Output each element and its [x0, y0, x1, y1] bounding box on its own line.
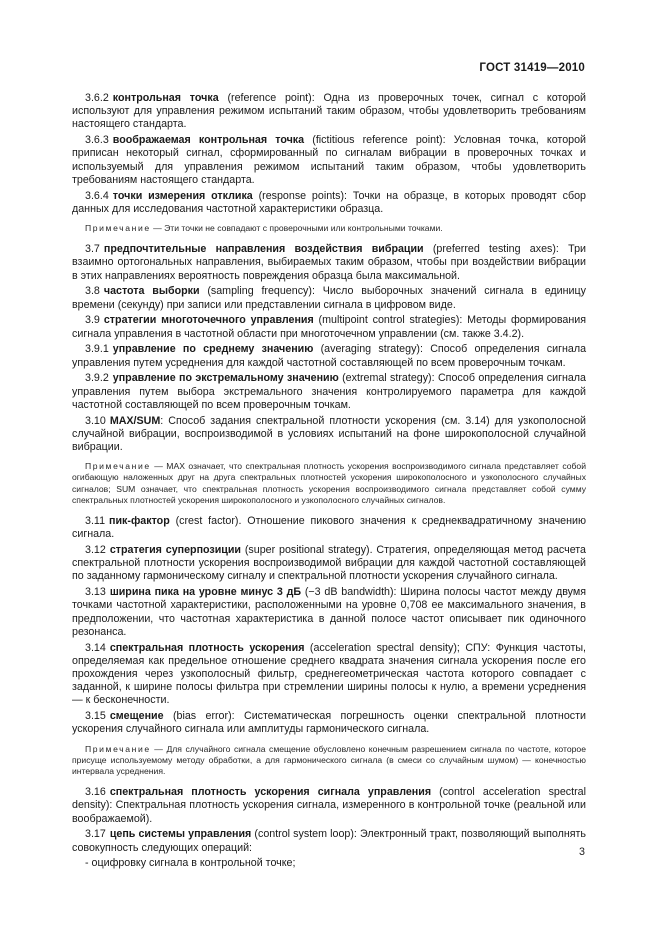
defined-term: MAX/SUM: [109, 414, 161, 427]
note-paragraph: [72, 461, 586, 506]
defined-term: стратегия суперпозиции: [109, 544, 242, 557]
clause-number: 3.9: [85, 314, 100, 327]
note-paragraph: [72, 223, 586, 234]
clause-number: 3.8: [85, 285, 100, 298]
defined-term: точки измерения отклика: [112, 189, 253, 202]
note-label: Примечание: [85, 223, 151, 234]
definition-text: (extremal strategy): Способ определения сигнала управления путем выбора экстремального значения контролируемого параметра для каждой частотной составляющей по всем проверочным точкам.: [72, 372, 586, 411]
definition-text: (sampling frequency): Число выборочных значений сигнала в единицу времени (секунду) при записи или представлении сигнала в цифровом виде.: [72, 285, 586, 311]
defined-term: управление по экстремальному значению: [112, 372, 339, 385]
note-label: Примечание: [85, 461, 151, 472]
defined-term: спектральная плотность ускорения сигнала управления: [109, 786, 432, 799]
page-number: 3: [579, 846, 585, 858]
definition-text: (multipoint control strategies): Методы формирования сигнала управления в частотной области при многоточечном управлении (см. также 3.4.2).: [72, 314, 586, 340]
definition-paragraph: [72, 786, 586, 826]
clause-number: 3.17: [85, 828, 106, 841]
clause-number: 3.15: [85, 710, 106, 723]
definition-text: (fictitious reference point): Условная точка, которой приписан некоторый сигнал, сформированный по сигналам вибрации в проверочных точках и используемый для управления режимом испытаний таким образом, чтобы удовлетворить требованиям настоящего стандарта.: [72, 134, 586, 186]
defined-term: контрольная точка: [112, 92, 219, 104]
defined-term: стратегии многоточечного управления: [103, 314, 314, 327]
definition-paragraph: [72, 372, 586, 412]
clause-number: 3.6.4: [85, 189, 109, 202]
defined-term: управление по среднему значению: [112, 343, 314, 356]
definition-paragraph: [72, 710, 586, 736]
definition-text: (reference point): Одна из проверочных точек, сигнал с которой используют для управления режимом испытаний таким образом, чтобы удовлетворить требованиям настоящего стандарта.: [72, 92, 586, 131]
definition-text: (crest factor). Отношение пикового значения к среднеквадратичному значению сигнала.: [72, 515, 586, 541]
definition-text: (control acceleration spectral density): Спектральная плотность ускорения сигнала, измеренного в контрольной точке (реальной или воображаемой).: [72, 786, 586, 825]
definition-paragraph: [72, 586, 586, 639]
clause-number: 3.12: [85, 544, 106, 557]
clause-number: 3.11: [85, 515, 106, 528]
note-text: — MAX означает, что спектральная плотность ускорения воспроизводимого сигнала представляет собой огибающую наложенных друг на друга спектральных плотностей ускорения широкополосного и узкополосного случайных сигналов; SUM означает, что спектральная плотность ускорения воспроизводимого сигнала представляет собой сумму спектральных плотностей ускорения широкополосного и узкополосного случайных сигналов.: [72, 461, 586, 505]
document-header: ГОСТ 31419—2010: [479, 62, 585, 74]
defined-term: ширина пика на уровне минус 3 дБ: [109, 586, 302, 599]
definition-paragraph: [72, 92, 586, 132]
definition-text: (super positional strategy). Стратегия, определяющая метод расчета спектральной плотности ускорения воспроизводимой вибрации для каждой частотной составляющей по заданному гармоническому сигналу и спектральной плотности ускорения случайного сигнала.: [72, 544, 586, 583]
clause-number: 3.7: [85, 243, 100, 256]
definition-text: (bias error): Систематическая погрешность оценки спектральной плотности ускорения случайного сигнала или амплитуды гармонического сигнала.: [72, 710, 586, 736]
note-label: Примечание: [85, 743, 151, 754]
clause-number: 3.9.2: [85, 372, 109, 385]
clause-number: 3.13: [85, 586, 106, 599]
note-paragraph: [72, 744, 586, 778]
note-text: — Эти точки не совпадают с проверочными или контрольными точками.: [150, 223, 443, 234]
defined-term: воображаемая контрольная точка: [112, 134, 305, 147]
definition-paragraph: [72, 642, 586, 708]
note-text: — Для случайного сигнала смещение обусловлено конечным разрешением сигнала по частоте, которое присуще используемому методу обработки, а для гармонического сигнала (в смеси со случайным шумом) — конечностью интервала усреднения.: [72, 743, 586, 777]
defined-term: спектральная плотность ускорения: [109, 641, 305, 654]
clause-number: 3.6.3: [85, 134, 109, 147]
list-item: - оцифровку сигнала в контрольной точке;: [85, 857, 296, 870]
clause-number: 3.6.2: [85, 92, 109, 104]
definition-paragraph: [72, 828, 586, 854]
definition-paragraph: [72, 190, 586, 216]
definition-text: : Способ задания спектральной плотности ускорения (см. 3.14) для узкополосной случайной вибрации, воспроизводимой в условиях испытаний на фоне широкополосной случайной вибрации.: [72, 414, 586, 454]
definition-paragraph: [72, 285, 586, 311]
definition-paragraph: [72, 415, 586, 455]
definition-text: (acceleration spectral density); СПУ: Функция частоты, определяемая как предельное отношение среднего квадрата значения сигнала ускорения после его прохождения через узкополосный фильтр, среднегеометрическая частота которого совпадает с заданной, к ширине полосы фильтра при стремлении ширины полосы к нулю, а времени усреднения — к бесконечности.: [72, 641, 586, 707]
defined-term: частота выборки: [103, 285, 200, 298]
definition-text: (control system loop): Электронный тракт, позволяющий выполнять совокупность следующих операций:: [72, 828, 586, 854]
definition-text: (−3 dB bandwidth): Ширина полосы частот между двумя точками частотной характеристики, расположенными на уровне 0,708 ее максимального значения, в предположении, что частотная характеристика в данной полосе частот описывает пик одиночного резонанса.: [72, 586, 586, 638]
document-body: [72, 92, 586, 873]
clause-number: 3.16: [85, 786, 106, 799]
definition-paragraph: [72, 343, 586, 369]
definition-paragraph: [72, 134, 586, 187]
definition-paragraph: [72, 515, 586, 541]
defined-term: пик-фактор: [109, 515, 170, 528]
definition-text: (preferred testing axes): Три взаимно ортогональных направления, выбираемых таким образом, чтобы при воздействии вибрации в этих направлениях вероятность повреждения образца была максимальной.: [72, 243, 586, 282]
definition-paragraph: [72, 544, 586, 584]
defined-term: предпочтительные направления воздействия вибрации: [103, 243, 424, 256]
defined-term: цепь системы управления: [109, 828, 252, 841]
defined-term: смещение: [109, 710, 164, 723]
clause-number: 3.10: [85, 414, 106, 427]
definition-text: (response points): Точки на образце, в которых проводят сбор данных для исследования частотной характеристики образца.: [72, 189, 586, 215]
clause-number: 3.14: [85, 641, 106, 654]
definition-paragraph: [72, 243, 586, 283]
definition-text: (averaging strategy): Способ определения сигнала управления путем усреднения для каждой частотной составляющей по всем проверочным точкам.: [72, 343, 587, 369]
clause-number: 3.9.1: [85, 343, 109, 356]
definition-paragraph: [72, 314, 586, 340]
